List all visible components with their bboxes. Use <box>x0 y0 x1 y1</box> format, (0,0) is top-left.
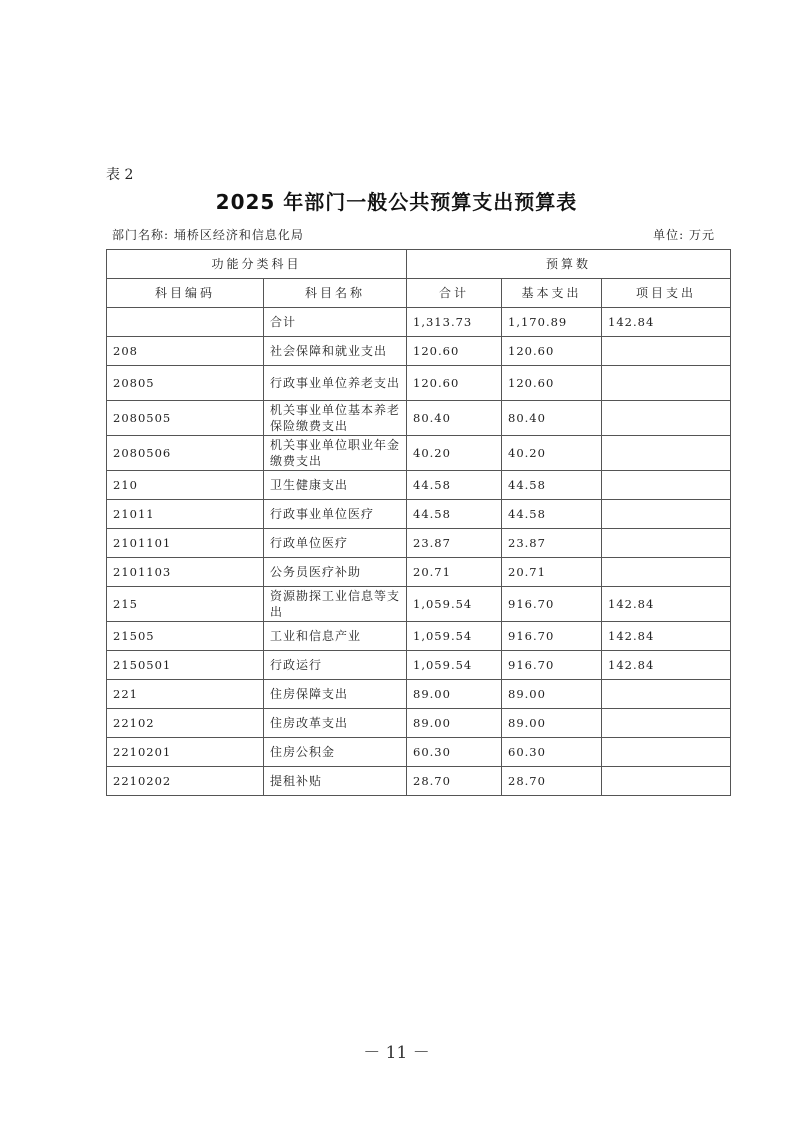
table-row <box>107 401 731 436</box>
table-body <box>107 308 731 796</box>
cell-total: 23.87 <box>407 529 502 558</box>
cell-name: 行政运行 <box>264 651 407 680</box>
cell-total: 44.58 <box>407 500 502 529</box>
table-row <box>107 767 731 796</box>
cell-basic: 20.71 <box>502 558 602 587</box>
cell-project <box>602 366 731 401</box>
header-name: 科目名称 <box>264 279 407 308</box>
cell-project <box>602 738 731 767</box>
cell-basic: 89.00 <box>502 680 602 709</box>
cell-basic: 44.58 <box>502 500 602 529</box>
cell-total: 1,059.54 <box>407 622 502 651</box>
cell-total: 40.20 <box>407 436 502 471</box>
cell-code: 221 <box>107 680 264 709</box>
cell-name: 工业和信息产业 <box>264 622 407 651</box>
unit-label: 单位: 万元 <box>653 228 715 242</box>
cell-project <box>602 401 731 436</box>
cell-name: 公务员医疗补助 <box>264 558 407 587</box>
cell-code: 208 <box>107 337 264 366</box>
cell-name: 合计 <box>264 308 407 337</box>
cell-basic: 916.70 <box>502 587 602 622</box>
group-header-row <box>107 250 731 279</box>
cell-project: 142.84 <box>602 308 731 337</box>
cell-basic: 1,170.89 <box>502 308 602 337</box>
cell-project <box>602 680 731 709</box>
cell-name: 住房保障支出 <box>264 680 407 709</box>
cell-code: 21505 <box>107 622 264 651</box>
cell-code: 2101101 <box>107 529 264 558</box>
cell-project: 142.84 <box>602 651 731 680</box>
cell-basic: 120.60 <box>502 366 602 401</box>
cell-total: 1,059.54 <box>407 651 502 680</box>
table-row <box>107 709 731 738</box>
table-row <box>107 529 731 558</box>
document-title: 2025 年部门一般公共预算支出预算表 <box>215 190 578 214</box>
cell-total: 80.40 <box>407 401 502 436</box>
cell-basic: 80.40 <box>502 401 602 436</box>
table-row <box>107 558 731 587</box>
cell-code: 21011 <box>107 500 264 529</box>
cell-project <box>602 500 731 529</box>
header-basic: 基本支出 <box>502 279 602 308</box>
cell-basic: 60.30 <box>502 738 602 767</box>
table-row <box>107 738 731 767</box>
cell-total: 1,313.73 <box>407 308 502 337</box>
header-project: 项目支出 <box>602 279 731 308</box>
cell-basic: 916.70 <box>502 651 602 680</box>
cell-project: 142.84 <box>602 622 731 651</box>
table-row <box>107 436 731 471</box>
cell-basic: 40.20 <box>502 436 602 471</box>
cell-total: 20.71 <box>407 558 502 587</box>
table-row <box>107 366 731 401</box>
cell-code: 210 <box>107 471 264 500</box>
cell-code: 2080506 <box>107 436 264 471</box>
cell-code: 20805 <box>107 366 264 401</box>
cell-project: 142.84 <box>602 587 731 622</box>
cell-name: 行政事业单位医疗 <box>264 500 407 529</box>
header-total: 合计 <box>407 279 502 308</box>
cell-total: 28.70 <box>407 767 502 796</box>
header-functional-classification: 功能分类科目 <box>107 250 407 279</box>
table-row <box>107 680 731 709</box>
cell-basic: 89.00 <box>502 709 602 738</box>
cell-project <box>602 558 731 587</box>
cell-project <box>602 767 731 796</box>
cell-total: 89.00 <box>407 709 502 738</box>
cell-project <box>602 709 731 738</box>
cell-name: 机关事业单位基本养老保险缴费支出 <box>264 401 407 436</box>
cell-code: 2210201 <box>107 738 264 767</box>
cell-basic: 44.58 <box>502 471 602 500</box>
cell-code: 22102 <box>107 709 264 738</box>
table-row <box>107 622 731 651</box>
cell-name: 卫生健康支出 <box>264 471 407 500</box>
cell-basic: 28.70 <box>502 767 602 796</box>
cell-name: 社会保障和就业支出 <box>264 337 407 366</box>
cell-basic: 916.70 <box>502 622 602 651</box>
cell-code: 2101103 <box>107 558 264 587</box>
table-row <box>107 587 731 622</box>
cell-project <box>602 436 731 471</box>
cell-total: 60.30 <box>407 738 502 767</box>
cell-total: 44.58 <box>407 471 502 500</box>
budget-table <box>106 249 731 796</box>
cell-basic: 120.60 <box>502 337 602 366</box>
table-label: 表 2 <box>106 167 134 183</box>
header-budget-amount: 预算数 <box>407 250 731 279</box>
cell-name: 资源勘探工业信息等支出 <box>264 587 407 622</box>
cell-code: 2210202 <box>107 767 264 796</box>
column-header-row <box>107 279 731 308</box>
cell-project <box>602 529 731 558</box>
cell-total: 120.60 <box>407 366 502 401</box>
department-name: 部门名称: 埇桥区经济和信息化局 <box>112 228 304 242</box>
cell-name: 行政单位医疗 <box>264 529 407 558</box>
table-row <box>107 308 731 337</box>
cell-name: 机关事业单位职业年金缴费支出 <box>264 436 407 471</box>
page-number: － 11 － <box>363 1043 430 1063</box>
cell-project <box>602 471 731 500</box>
cell-name: 住房改革支出 <box>264 709 407 738</box>
cell-name: 提租补贴 <box>264 767 407 796</box>
cell-code: 2150501 <box>107 651 264 680</box>
cell-code <box>107 308 264 337</box>
table-row <box>107 337 731 366</box>
cell-total: 120.60 <box>407 337 502 366</box>
cell-name: 住房公积金 <box>264 738 407 767</box>
cell-total: 89.00 <box>407 680 502 709</box>
cell-code: 2080505 <box>107 401 264 436</box>
table-row <box>107 651 731 680</box>
cell-name: 行政事业单位养老支出 <box>264 366 407 401</box>
cell-total: 1,059.54 <box>407 587 502 622</box>
cell-project <box>602 337 731 366</box>
cell-basic: 23.87 <box>502 529 602 558</box>
table-row <box>107 500 731 529</box>
cell-code: 215 <box>107 587 264 622</box>
header-code: 科目编码 <box>107 279 264 308</box>
table-row <box>107 471 731 500</box>
